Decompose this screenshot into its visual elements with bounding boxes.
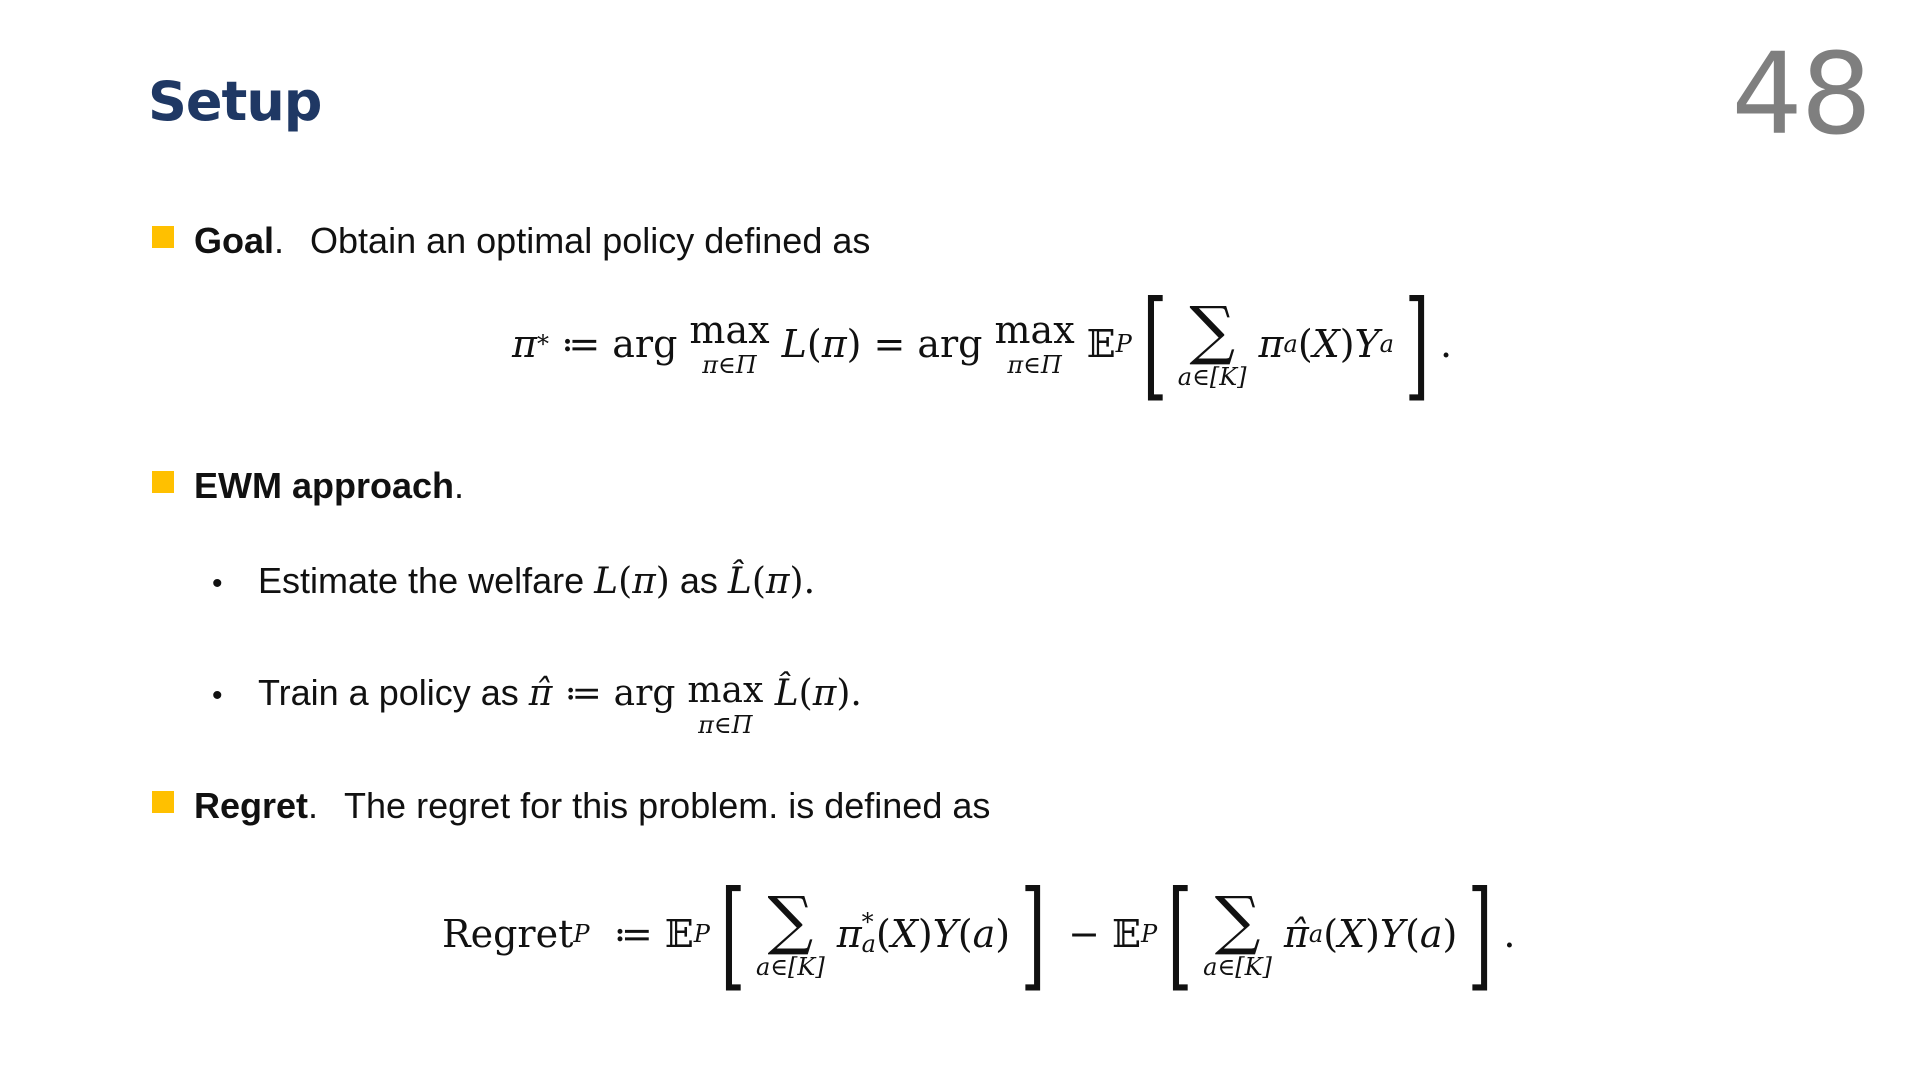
bullet-ewm: EWM approach . <box>152 465 464 507</box>
goal-text: Obtain an optimal policy defined as <box>310 220 871 261</box>
square-bullet-icon <box>152 791 174 813</box>
dot-bullet-icon: • <box>212 679 223 712</box>
bullet-goal: Goal . Obtain an optimal policy defined as <box>152 220 870 262</box>
ewm-lead: EWM approach <box>194 465 455 506</box>
bullet-regret: Regret . The regret for this problem. is defined as <box>152 785 990 827</box>
goal-lead: Goal <box>194 220 275 261</box>
square-bullet-icon <box>152 471 174 493</box>
regret-equation: Regret P ≔ 𝔼 P [ ∑ a∈[K] π * a ( X ) Y ( a ) ] − 𝔼 P [ ∑ a∈[K] π̂ a ( X ) Y ( a ) ] . <box>442 865 1516 1003</box>
regret-lead: Regret <box>194 785 309 826</box>
slide-number: 48 <box>1731 30 1870 160</box>
slide-title: Setup <box>148 70 322 133</box>
ewm-item-train: • Train a policy as π̂ ≔ arg max π∈Π L̂ ( π ). <box>212 670 862 739</box>
regret-text: The regret for this problem. is defined as <box>344 785 991 826</box>
dot-bullet-icon: • <box>212 567 223 600</box>
square-bullet-icon <box>152 226 174 248</box>
ewm-item-estimate: • Estimate the welfare L ( π ) as L̂ ( π ). <box>212 560 816 602</box>
optimal-policy-equation: π * ≔ arg max π∈Π L ( π ) = arg max π∈Π 𝔼 P [ ∑ a∈[K] π a ( X ) Y a ] . <box>512 275 1453 413</box>
